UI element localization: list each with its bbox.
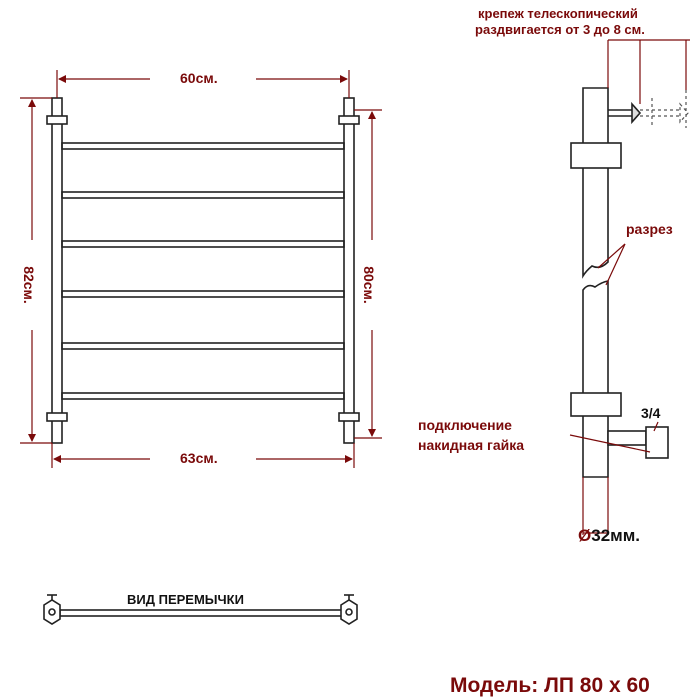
mount-cone [632, 104, 640, 122]
jumper-bar [60, 610, 343, 616]
pipe-lower [583, 281, 608, 477]
bracket-bottom-right [339, 413, 359, 421]
bracket-bottom-left [47, 413, 67, 421]
front-dimensions [20, 70, 382, 468]
rung [62, 143, 344, 149]
collar-bottom [571, 393, 621, 416]
bracket-top-left [47, 116, 67, 124]
bracket-top-right [339, 116, 359, 124]
right-upright [344, 98, 354, 443]
model-label: Модель: ЛП 80 х 60 [450, 674, 650, 697]
telescopic-extension [640, 90, 688, 128]
connection-label-line2: накидная гайка [418, 437, 525, 453]
rung [62, 241, 344, 247]
thread-size-label: 3/4 [641, 405, 661, 421]
front-view [47, 98, 359, 443]
rung [62, 343, 344, 349]
pipe-upper [583, 88, 608, 276]
union-nut [646, 427, 668, 458]
left-upright [52, 98, 62, 443]
diameter-icon: Ø [578, 526, 592, 545]
dimension-right-height: 80см. [360, 266, 377, 304]
dimension-top-width: 60см. [180, 70, 218, 86]
pipe-diameter-value: 32мм. [591, 526, 641, 545]
telescopic-note-line2: раздвигается от 3 до 8 см. [475, 22, 645, 37]
connection-label-line1: подключение [418, 417, 512, 433]
rung [62, 192, 344, 198]
dimension-left-height: 82см. [20, 266, 37, 304]
telescopic-note-line1: крепеж телескопический [478, 6, 638, 21]
jumper-view-label: ВИД ПЕРЕМЫЧКИ [127, 592, 244, 607]
connector-pipe [608, 431, 646, 445]
rung [62, 393, 344, 399]
collar-top [571, 143, 621, 168]
pipe-diameter-label [578, 526, 640, 546]
cut-label: разрез [626, 221, 673, 237]
rung [62, 291, 344, 297]
dimension-bottom-width: 63см. [180, 450, 218, 466]
